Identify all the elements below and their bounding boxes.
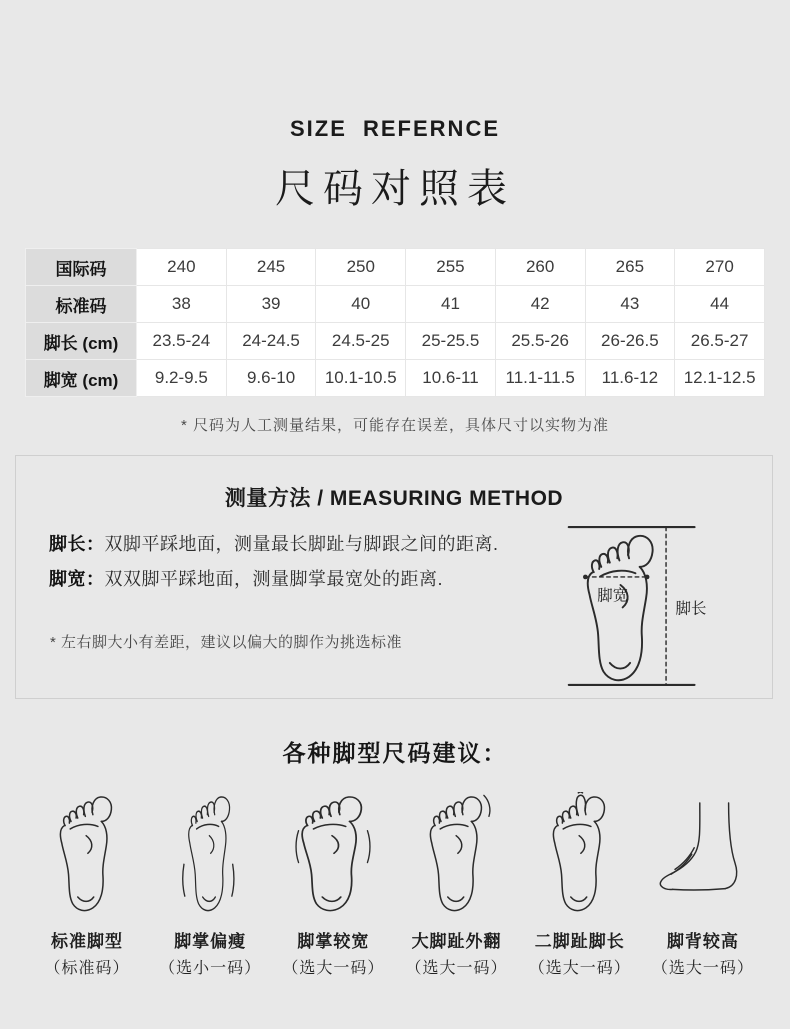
measuring-method-title: 测量方法 / MEASURING METHOD bbox=[224, 487, 564, 510]
foot-types-row bbox=[28, 792, 762, 978]
foot-measurement-diagram-icon bbox=[562, 520, 744, 692]
table-cell: 23.5-24 bbox=[137, 323, 227, 360]
long-second-toe-foot-icon bbox=[542, 792, 618, 918]
row-header: 脚宽 (cm) bbox=[26, 360, 137, 397]
table-cell: 255 bbox=[406, 249, 496, 286]
table-row-foot-length bbox=[26, 323, 765, 360]
foot-length-text: 双脚平踩地面，测量最长脚趾与脚跟之间的距离. bbox=[104, 534, 499, 554]
table-cell: 24-24.5 bbox=[226, 323, 316, 360]
table-cell: 260 bbox=[495, 249, 585, 286]
table-cell: 265 bbox=[585, 249, 675, 286]
foot-type-item-wide bbox=[274, 792, 392, 978]
table-cell: 26.5-27 bbox=[675, 323, 765, 360]
standard-foot-icon bbox=[49, 792, 125, 918]
table-cell: 10.6-11 bbox=[406, 360, 496, 397]
foot-type-name: 标准脚型 bbox=[51, 932, 123, 951]
foot-type-item-long-second-toe bbox=[521, 792, 639, 978]
table-cell: 240 bbox=[137, 249, 227, 286]
foot-type-advice: （选大一码） bbox=[282, 960, 385, 977]
table-cell: 39 bbox=[226, 286, 316, 323]
diagram-width-label: 脚宽 bbox=[597, 587, 629, 605]
table-cell: 10.1-10.5 bbox=[316, 360, 406, 397]
foot-type-advice: （选大一码） bbox=[528, 960, 631, 977]
row-header: 脚长 (cm) bbox=[26, 323, 137, 360]
foot-types-title: 各种脚型尺码建议： bbox=[282, 740, 508, 766]
table-cell: 42 bbox=[495, 286, 585, 323]
foot-type-item-high-instep bbox=[644, 792, 762, 978]
table-row-foot-width bbox=[26, 360, 765, 397]
table-cell: 250 bbox=[316, 249, 406, 286]
table-cell: 12.1-12.5 bbox=[675, 360, 765, 397]
row-header: 国际码 bbox=[26, 249, 137, 286]
table-cell: 24.5-25 bbox=[316, 323, 406, 360]
measuring-note: * 左右脚大小有差距，建议以偏大的脚作为挑选标准 bbox=[50, 634, 403, 651]
foot-width-label: 脚宽： bbox=[49, 569, 105, 589]
table-cell: 38 bbox=[137, 286, 227, 323]
size-table-note: * 尺码为人工测量结果，可能存在误差，具体尺寸以实物为准 bbox=[180, 417, 609, 434]
table-row-standard-size bbox=[26, 286, 765, 323]
table-cell: 40 bbox=[316, 286, 406, 323]
size-table bbox=[25, 248, 765, 397]
table-cell: 26-26.5 bbox=[585, 323, 675, 360]
foot-type-name: 大脚趾外翻 bbox=[411, 932, 502, 951]
table-cell: 41 bbox=[406, 286, 496, 323]
table-cell: 44 bbox=[675, 286, 765, 323]
table-row-international-size bbox=[26, 249, 765, 286]
foot-type-name: 二脚趾脚长 bbox=[534, 932, 625, 951]
foot-type-name: 脚掌较宽 bbox=[297, 932, 370, 951]
narrow-foot-icon bbox=[172, 792, 248, 918]
table-cell: 25-25.5 bbox=[406, 323, 496, 360]
foot-type-name: 脚背较高 bbox=[666, 932, 739, 951]
foot-width-instruction bbox=[49, 565, 443, 591]
table-cell: 11.1-11.5 bbox=[495, 360, 585, 397]
foot-type-item-bunion bbox=[398, 792, 516, 978]
foot-type-advice: （标准码） bbox=[44, 960, 130, 977]
foot-type-advice: （选大一码） bbox=[405, 960, 508, 977]
table-cell: 9.2-9.5 bbox=[137, 360, 227, 397]
table-cell: 11.6-12 bbox=[585, 360, 675, 397]
row-header: 标准码 bbox=[26, 286, 137, 323]
foot-length-label: 脚长： bbox=[49, 534, 105, 554]
table-cell: 270 bbox=[675, 249, 765, 286]
bunion-foot-icon bbox=[419, 792, 495, 918]
foot-length-instruction bbox=[49, 530, 499, 556]
table-cell: 25.5-26 bbox=[495, 323, 585, 360]
high-instep-foot-icon bbox=[655, 792, 751, 918]
table-cell: 9.6-10 bbox=[226, 360, 316, 397]
foot-type-item-standard bbox=[28, 792, 146, 978]
wide-foot-icon bbox=[295, 792, 371, 918]
page-title-en: SIZE REFERNCE bbox=[289, 116, 501, 141]
table-cell: 245 bbox=[226, 249, 316, 286]
table-cell: 43 bbox=[585, 286, 675, 323]
measuring-method-box bbox=[15, 455, 773, 699]
foot-width-text: 双双脚平踩地面，测量脚掌最宽处的距离. bbox=[104, 569, 443, 589]
diagram-length-label: 脚长 bbox=[675, 600, 707, 618]
page-title-cn: 尺码对照表 bbox=[275, 167, 515, 211]
foot-type-name: 脚掌偏瘦 bbox=[174, 932, 247, 951]
foot-type-advice: （选大一码） bbox=[651, 960, 754, 977]
foot-type-advice: （选小一码） bbox=[159, 960, 262, 977]
foot-type-item-narrow bbox=[151, 792, 269, 978]
